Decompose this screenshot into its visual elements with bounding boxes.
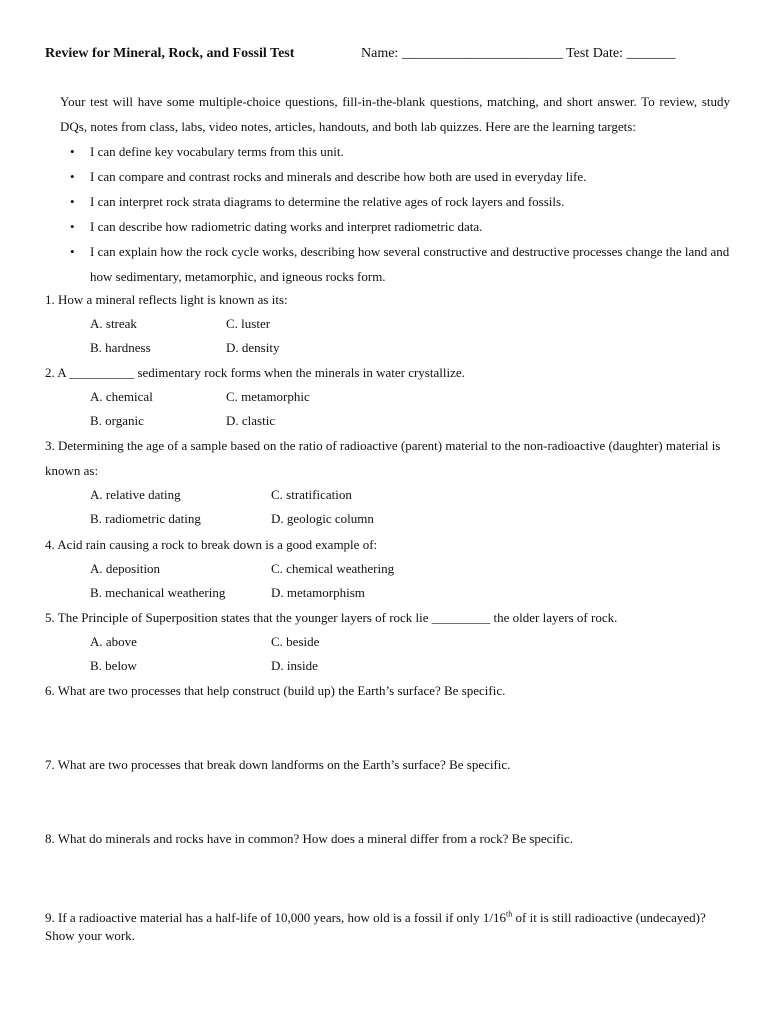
question-1 bbox=[45, 287, 730, 361]
answer-options bbox=[45, 483, 730, 532]
learning-target: • I can define key vocabulary terms from this unit. bbox=[60, 139, 730, 164]
option-b: B. below bbox=[90, 658, 137, 673]
option-d: D. density bbox=[226, 340, 280, 355]
option-a: A. above bbox=[90, 634, 137, 649]
learning-targets bbox=[60, 139, 730, 289]
option-a: A. streak bbox=[90, 316, 137, 331]
answer-options bbox=[45, 557, 730, 606]
question-text: 2. A __________ sedimentary rock forms when the minerals in water crystallize. bbox=[45, 365, 465, 380]
name-date-line: Name: _______________________ Test Date: _______ bbox=[361, 46, 676, 61]
question-4 bbox=[45, 532, 730, 606]
option-b: B. radiometric dating bbox=[90, 511, 201, 526]
question-5 bbox=[45, 605, 730, 679]
question-text bbox=[45, 909, 730, 945]
option-c: C. beside bbox=[271, 634, 320, 649]
superscript: th bbox=[506, 909, 513, 919]
question-2 bbox=[45, 360, 730, 434]
question-9 bbox=[45, 909, 730, 945]
question-text-part: 9. If a radioactive material has a half-life of 10,000 years, how old is a fossil if only 1/16 bbox=[45, 910, 507, 925]
option-b: B. hardness bbox=[90, 340, 151, 355]
option-c: C. chemical weathering bbox=[271, 561, 395, 576]
question-3 bbox=[45, 433, 730, 532]
option-b: B. organic bbox=[90, 413, 144, 428]
option-d: D. clastic bbox=[226, 413, 276, 428]
learning-target: • I can explain how the rock cycle works, describing how several constructive and destructive processes change the land and how sedimentary, metamorphic, and igneous rocks form. bbox=[60, 239, 730, 289]
option-d: D. geologic column bbox=[271, 511, 374, 526]
answer-options bbox=[45, 385, 730, 434]
option-c: C. metamorphic bbox=[226, 389, 310, 404]
option-d: D. metamorphism bbox=[271, 585, 365, 600]
answer-options bbox=[45, 630, 730, 679]
question-text: 7. What are two processes that break down landforms on the Earth’s surface? Be specific. bbox=[45, 757, 511, 772]
option-c: C. stratification bbox=[271, 487, 352, 502]
question-text: 1. How a mineral reflects light is known as its: bbox=[45, 292, 288, 307]
question-text-part: of it is still radioactive (undecayed)? Show your work. bbox=[45, 910, 706, 943]
question-8 bbox=[45, 826, 730, 851]
document-title: Review for Mineral, Rock, and Fossil Test bbox=[45, 46, 295, 61]
header bbox=[45, 46, 725, 66]
option-a: A. deposition bbox=[90, 561, 161, 576]
question-text: 6. What are two processes that help construct (build up) the Earth’s surface? Be specific. bbox=[45, 683, 506, 698]
question-text: 8. What do minerals and rocks have in common? How does a mineral differ from a rock? Be specific. bbox=[45, 831, 574, 846]
question-text: 4. Acid rain causing a rock to break down is a good example of: bbox=[45, 537, 378, 552]
option-b: B. mechanical weathering bbox=[90, 585, 226, 600]
intro-text: Your test will have some multiple-choice questions, fill-in-the-blank questions, matching, and short answer. To review, study DQs, notes from class, labs, video notes, articles, handouts, and both lab quizzes. Here are the learning targets: bbox=[60, 94, 730, 134]
question-text: 3. Determining the age of a sample based on the ratio of radioactive (parent) material to the non-radioactive (daughter) material is known as: bbox=[45, 438, 721, 478]
answer-options bbox=[45, 312, 730, 361]
question-7 bbox=[45, 752, 730, 777]
learning-target: • I can interpret rock strata diagrams to determine the relative ages of rock layers and fossils. bbox=[60, 189, 730, 214]
option-a: A. chemical bbox=[90, 389, 153, 404]
question-text: 5. The Principle of Superposition states that the younger layers of rock lie _________ the older layers of rock. bbox=[45, 610, 618, 625]
question-6 bbox=[45, 678, 730, 703]
option-c: C. luster bbox=[226, 316, 271, 331]
option-d: D. inside bbox=[271, 658, 318, 673]
learning-target: • I can compare and contrast rocks and minerals and describe how both are used in everyday life. bbox=[60, 164, 730, 189]
learning-target: • I can describe how radiometric dating works and interpret radiometric data. bbox=[60, 214, 730, 239]
intro-section bbox=[60, 89, 730, 289]
option-a: A. relative dating bbox=[90, 487, 181, 502]
